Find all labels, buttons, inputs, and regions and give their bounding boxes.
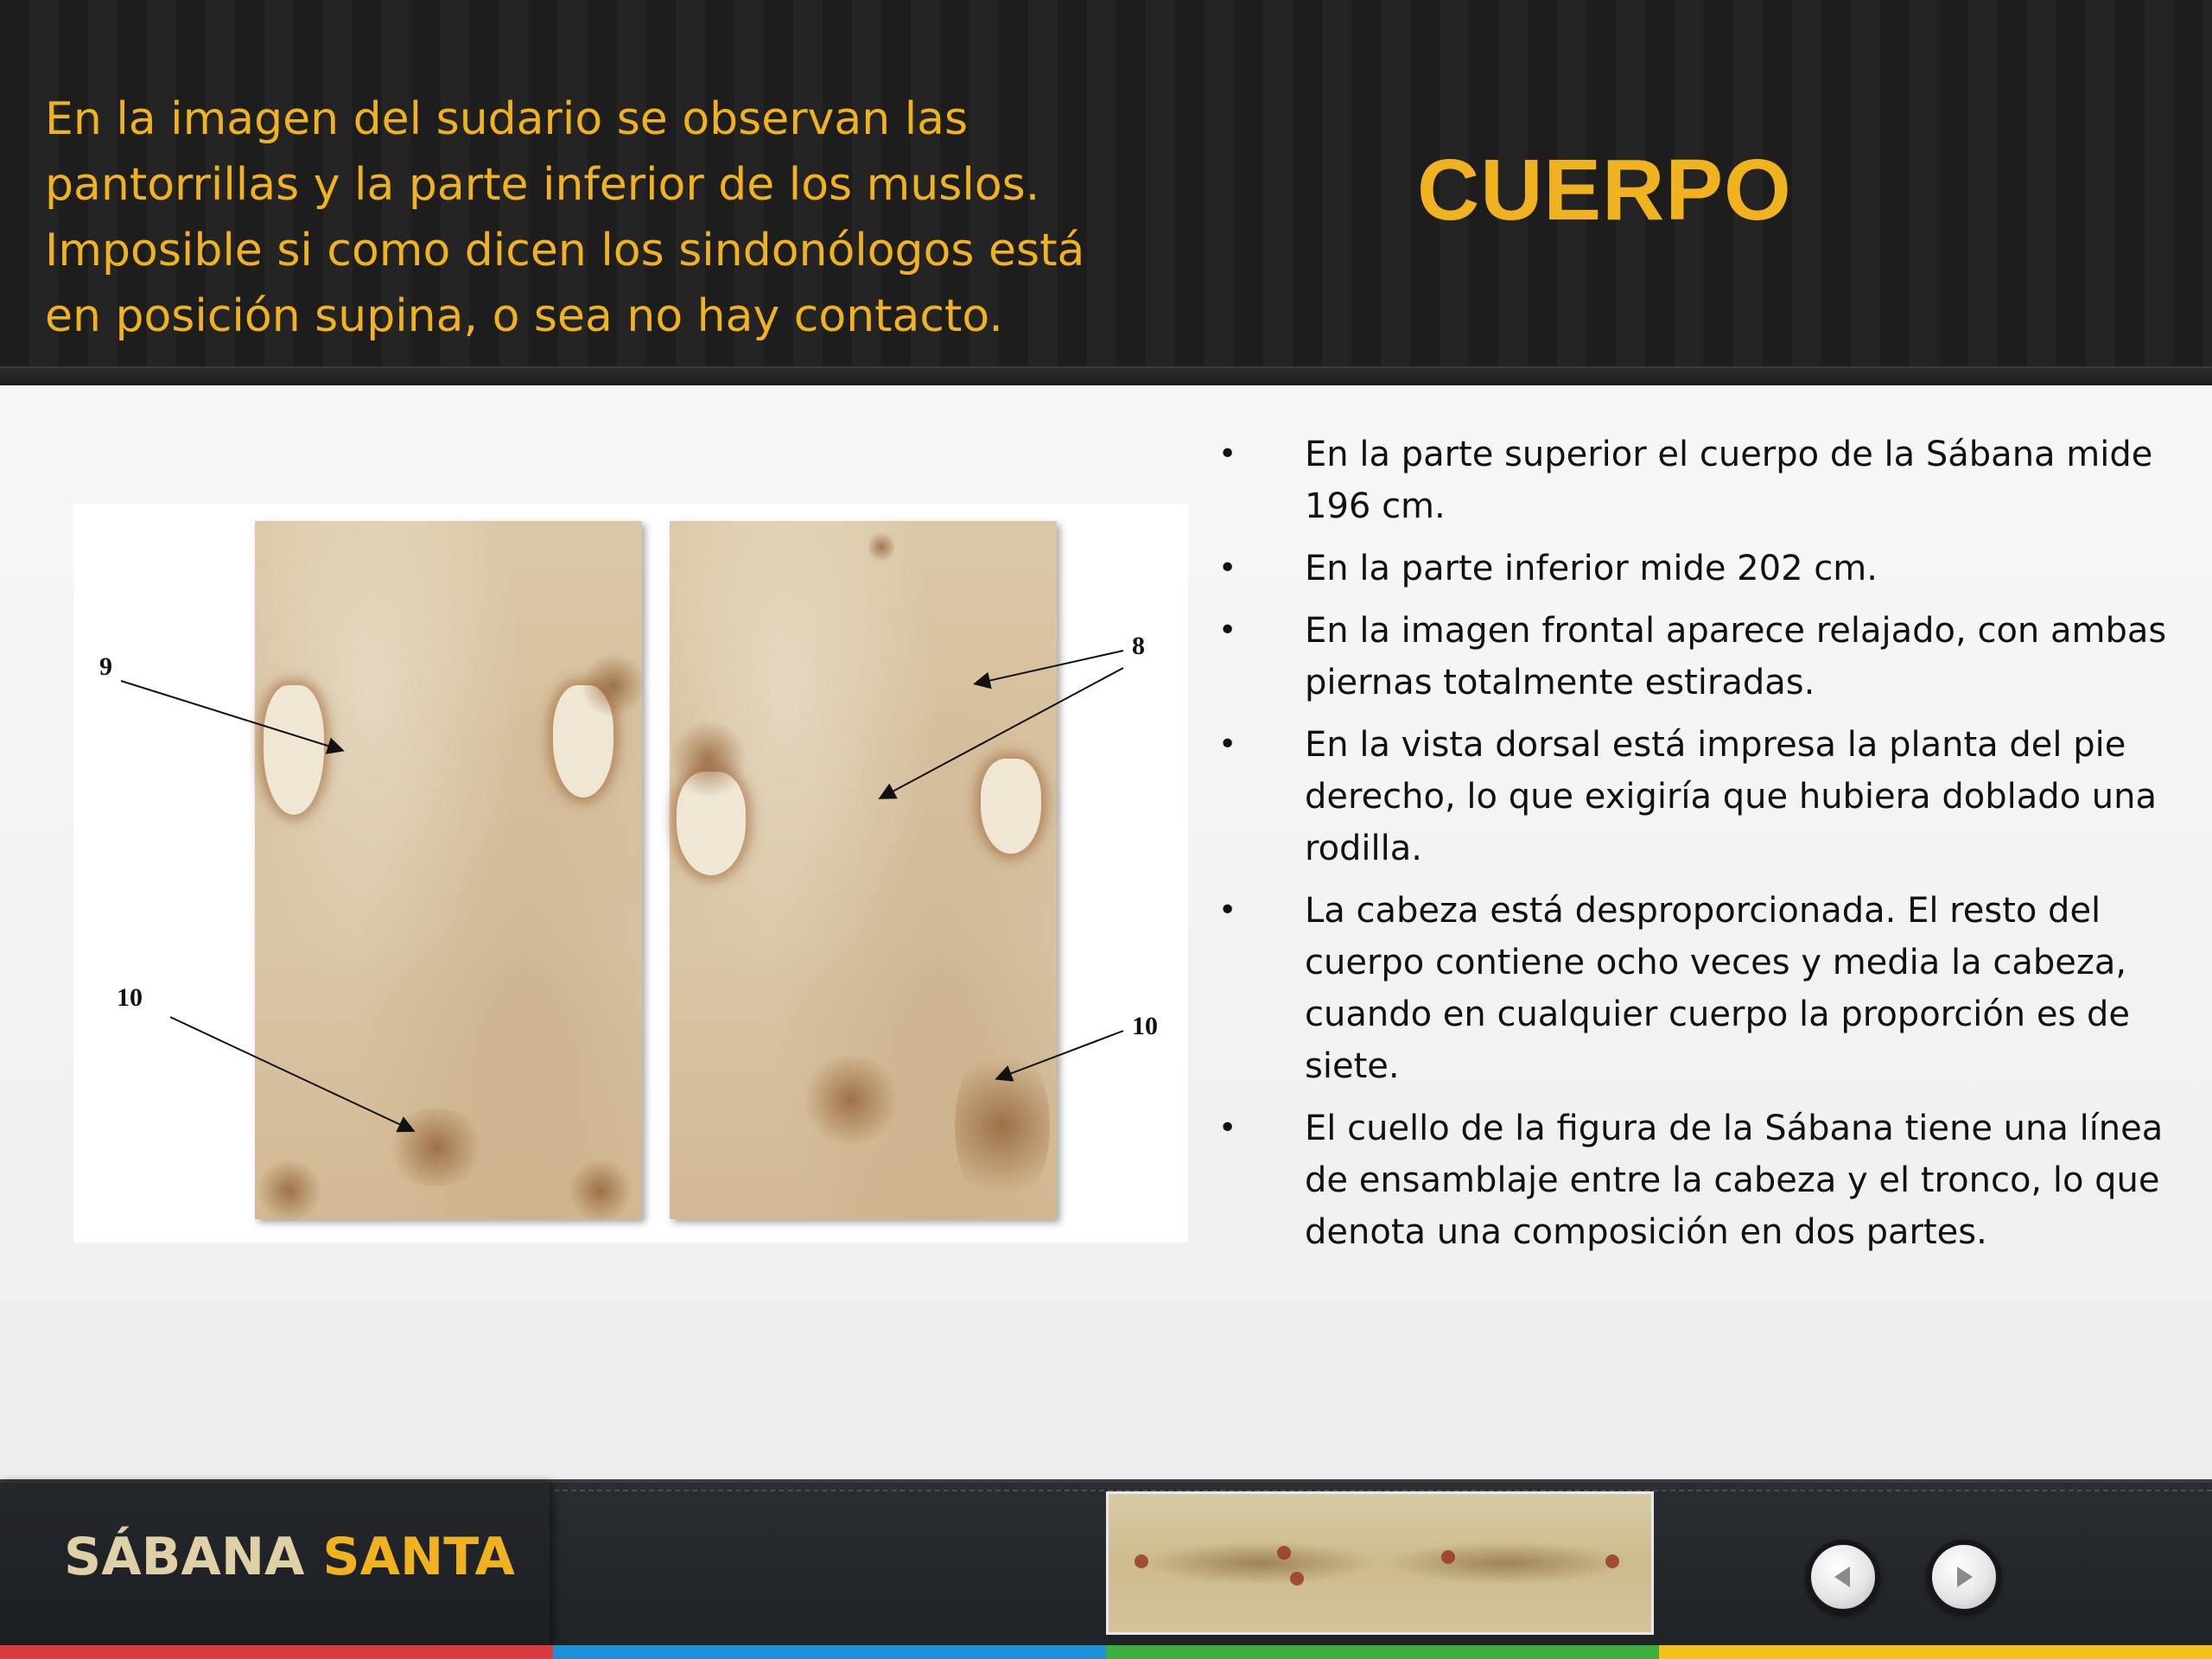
intro-text — [45, 86, 1185, 349]
bullet-item: • En la parte superior el cuerpo de la Sábana mide 196 cm. — [1218, 429, 2177, 532]
arrow-10-right — [998, 1031, 1123, 1078]
next-slide-button[interactable] — [1927, 1540, 2001, 1614]
brand-word-2: SANTA — [322, 1527, 515, 1587]
figure-label-10-right: 10 — [1132, 1012, 1158, 1040]
figure-label-10-left: 10 — [117, 983, 143, 1012]
bullet-list — [1218, 429, 2177, 1268]
thumbnail-mark — [1441, 1550, 1455, 1564]
color-bar-yellow — [1659, 1645, 2212, 1659]
bullet-item: • En la imagen frontal aparece relajado, con ambas piernas totalmente estiradas. — [1218, 605, 2177, 709]
arrow-8b — [881, 668, 1123, 798]
color-bar-blue — [553, 1645, 1106, 1659]
thumbnail-mark — [1277, 1546, 1291, 1560]
bullet-item: • En la parte inferior mide 202 cm. — [1218, 543, 2177, 594]
intro-line: En la imagen del sudario se observan las — [45, 93, 969, 145]
bullet-item: • El cuello de la figura de la Sábana tiene una línea de ensamblaje entre la cabeza y el tronco, lo que denota una composición en dos partes. — [1218, 1103, 2177, 1258]
intro-line: en posición supina, o sea no hay contacto. — [45, 290, 1003, 342]
figure-label-9: 9 — [99, 652, 112, 681]
thumbnail-figure — [1385, 1541, 1627, 1585]
brand-title — [64, 1526, 515, 1588]
header-divider — [0, 366, 2212, 387]
arrow-9 — [121, 681, 341, 750]
figure-label-8: 8 — [1132, 632, 1145, 660]
intro-line: pantorrillas y la parte inferior de los muslos. — [45, 159, 1040, 211]
thumbnail-mark — [1290, 1572, 1304, 1586]
intro-line: Imposible si como dicen los sindonólogos está — [45, 225, 1085, 276]
color-bar-green — [1106, 1645, 1659, 1659]
bullet-item: • La cabeza está desproporcionada. El resto del cuerpo contiene ocho veces y media la cabeza, cuando en cualquier cuerpo la proporción es de siete. — [1218, 885, 2177, 1092]
thumbnail-mark — [1135, 1554, 1148, 1568]
thumbnail-figure — [1143, 1541, 1376, 1585]
arrow-10-left — [170, 1017, 412, 1130]
shroud-figure — [73, 504, 1188, 1243]
arrow-8a — [976, 651, 1123, 683]
previous-slide-button[interactable] — [1806, 1540, 1880, 1614]
color-bar-red — [0, 1645, 553, 1659]
thumbnail-mark — [1605, 1554, 1619, 1568]
bullet-item: • En la vista dorsal está impresa la planta del pie derecho, lo que exigiría que hubiera doblado una rodilla. — [1218, 719, 2177, 874]
triangle-right-icon — [1947, 1560, 1981, 1594]
slide-title: CUERPO — [1417, 142, 1792, 238]
figure-arrows — [73, 504, 1188, 1243]
shroud-thumbnail[interactable] — [1106, 1491, 1654, 1635]
triangle-left-icon — [1826, 1560, 1860, 1594]
brand-word-1: SÁBANA — [64, 1527, 305, 1587]
